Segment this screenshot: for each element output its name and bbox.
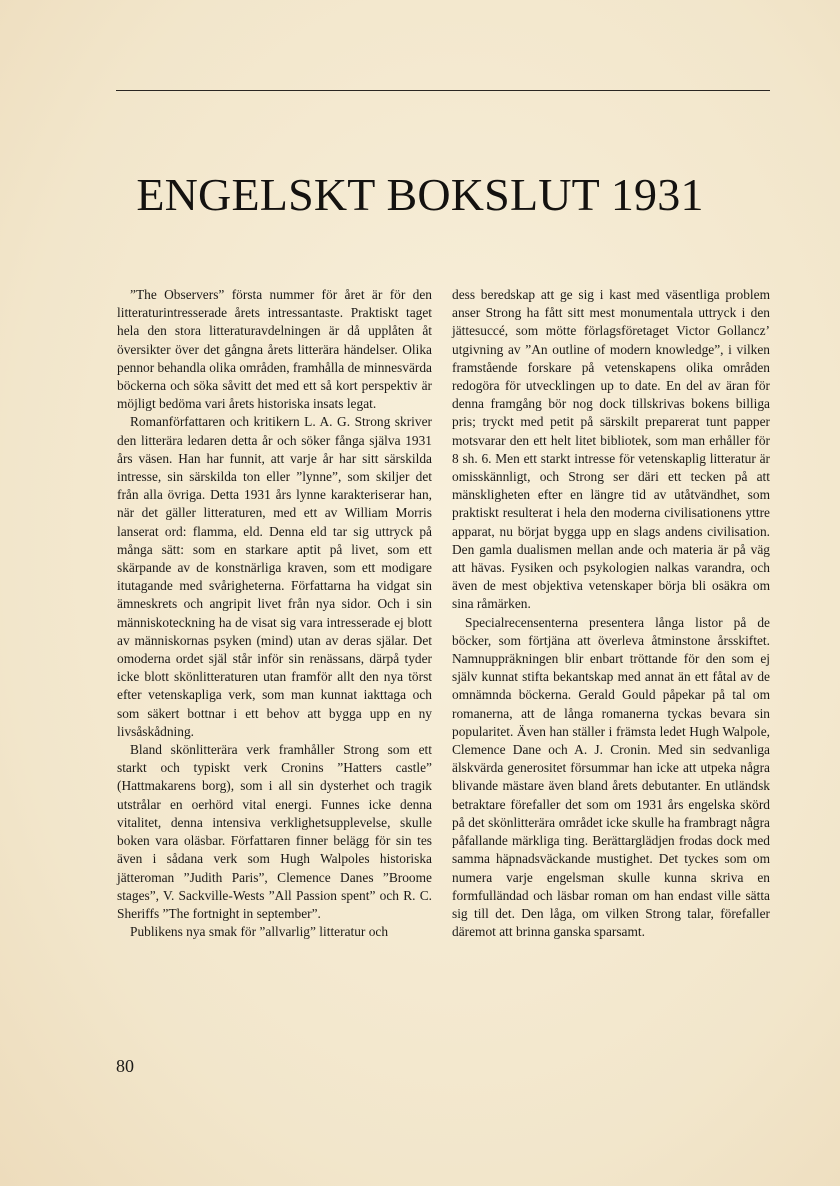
text-column-left — [117, 286, 432, 941]
paragraph: Bland skönlitterära verk framhåller Strong som ett starkt och typiskt verk Cronins ”Hatters castle” (Hattmakarens borg), som i all sin dysterhet och tragik utstrålar en oerhörd vital energi. Funnes icke denna vitalitet, denna intensiva verklighetsupplevelse, skulle boken vara oläsbar. Författaren finner belägg för sin tes även i sådana verk som Hugh Walpoles historiska jätteroman ”Judith Paris”, Clemence Danes ”Broome stages”, V. Sackville-Wests ”All Passion spent” och R. C. Sheriffs ”The fortnight in september”. — [117, 742, 432, 921]
paragraph: Romanförfattaren och kritikern L. A. G. Strong skriver den litterära ledaren detta år och söker fånga själva 1931 års väsen. Han har funnit, att varje år har sitt särskilda intresse, sin särskilda ton eller ”lynne”, som skiljer det från alla övriga. Detta 1931 års lynne karakteriserar han, när det gäller litteraturen, med ett av William Morris lanserat ord: flamma, eld. Denna eld tar sig uttryck på många sätt: som en starkare aptit på livet, som ett skärpande av de konstnärliga kraven, som ett modigare itutagande med svårigheterna. Författarna ha vidgat sin ämneskrets och angripit livet från nya sidor. Och i sin människoteckning ha de visat sig vara intresserade ej blott av människornas psyken (mind) utan av deras själar. Det omoderna ordet själ står inför sin renässans, därpå tyder icke blott skönlitteraturen utan framför allt den nya törst efter vetenskapliga verk, som man kunnat iakttaga och som säkert bottnar i ett behov att bygga upp en ny livsåskådning. — [117, 414, 432, 739]
paragraph: dess beredskap att ge sig i kast med väsentliga problem anser Strong ha fått sitt mest monumentala uttryck i den jättesuccé, som mötte förlagsföretaget Victor Gollancz’ utgivning av ”An outline of modern knowledge”, i vilken framstående forskare på vetenskapens olika områden redogöra för utvecklingen up to date. En del av äran för denna framgång bör nog dock tillskrivas bokens billiga pris; tryckt med petit på särskilt preparerat tunt papper motsvarar den ett helt litet bibliotek, som man erhåller för 8 sh. 6. Men ett starkt intresse för vetenskaplig litteratur är omisskännligt, och Strong ser däri ett tecken på att mänskligheten efter en längre tid av utåtvändhet, som praktiskt resulterat i hela den moderna civilisationens yttre apparat, nu börjat bygga upp en slags andens civilisation. Den gamla dualismen mellan ande och materia är på väg att hävas. Fysiken och psykologien nalkas varandra, och även de mest objektiva vetenskaper börja bli osäkra om sina råmärken. — [452, 287, 770, 612]
article-title: ENGELSKT BOKSLUT 1931 — [136, 169, 704, 220]
page-number: 80 — [116, 1056, 134, 1076]
header-rule — [116, 90, 770, 91]
paragraph: Publikens nya smak för ”allvarlig” litteratur och — [130, 924, 389, 940]
text-column-right — [452, 286, 770, 941]
paragraph: ”The Observers” första nummer för året är för den litteraturintresserade årets intressantaste. Praktiskt taget hela den stora litteraturavdelningen är då upplåten åt översikter över det gångna årets litterära händelser. Olika pennor behandla olika områden, framhålla de minnesvärda böckerna och söka såvitt det med ett så kort perspektiv är möjligt bedöma vari årets historiska insats legat. — [117, 287, 432, 412]
paragraph: Specialrecensenterna presentera långa listor på de böcker, som förtjäna att överleva åtminstone årsskiftet. Namnuppräkningen blir enbart tröttande för den som ej själv kunnat stifta bekantskap med annat än ett fåtal av de omnämnda böckerna. Gerald Gould påpekar på tal om romanerna, att de långa romanerna tyckas bevara sin popularitet. Även han ställer i främsta ledet Hugh Walpole, Clemence Dane och A. J. Cronin. Med sin sedvanliga älskvärda generositet försummar han icke att utpeka några blivande mästare även bland årets debutanter. En utländsk betraktare förefaller det som om 1931 års engelska skörd på det skönlitterära området icke skulle ha frambragt några påfallande märkliga ting. Berättarglädjen frodas dock med samma häpnadsväckande mustighet. Det tyckes som om numera varje engelsman skulle kunna skriva en formfulländad och läsbar roman om han endast ville sätta sig till det. Den låga, om vilken Strong talar, förefaller däremot att brinna ganska sparsamt. — [452, 614, 770, 940]
